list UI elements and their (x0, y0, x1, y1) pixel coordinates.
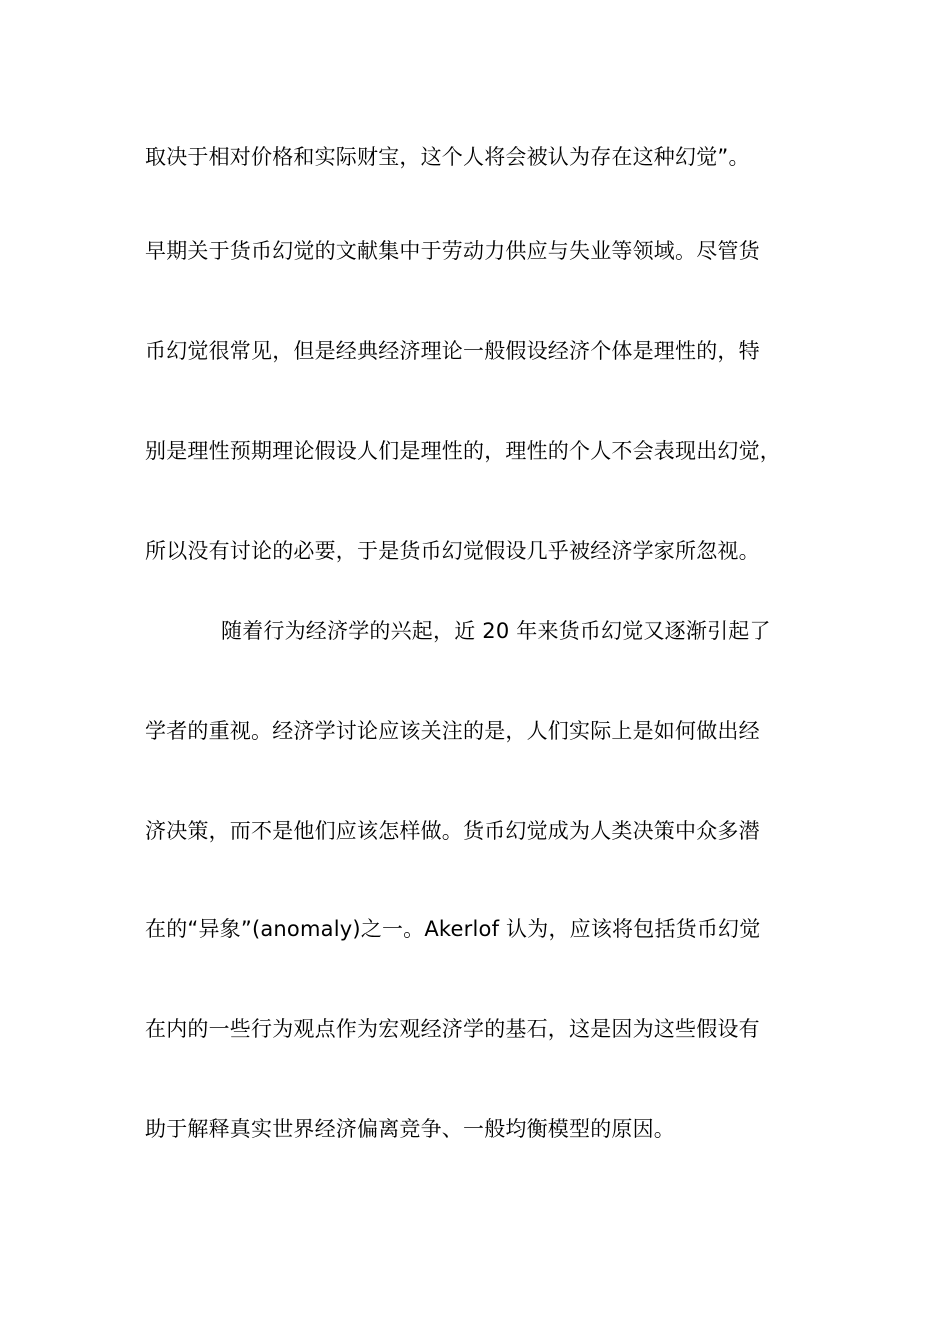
text-line: 助于解释真实世界经济偏离竞争、一般均衡模型的原因。 (145, 1117, 675, 1141)
text-line: 在的“异象”(anomaly)之一。Akerlof 认为，应该将包括货币幻觉 (145, 917, 761, 941)
text-line: 取决于相对价格和实际财宝，这个人将会被认为存在这种幻觉”。 (145, 145, 750, 169)
text-line: 学者的重视。经济学讨论应该关注的是，人们实际上是如何做出经 (145, 719, 760, 743)
text-line: 所以没有讨论的必要，于是货币幻觉假设几乎被经济学家所忽视。 (145, 539, 760, 563)
text-line: 币幻觉很常见，但是经典经济理论一般假设经济个体是理性的，特 (145, 339, 760, 363)
text-line: 别是理性预期理论假设人们是理性的，理性的个人不会表现出幻觉， (145, 439, 781, 463)
paragraph-first-line: 随着行为经济学的兴起，近 20 年来货币幻觉又逐渐引起了 (221, 619, 771, 643)
text-line: 在内的一些行为观点作为宏观经济学的基石，这是因为这些假设有 (145, 1017, 760, 1041)
text-line: 早期关于货币幻觉的文献集中于劳动力供应与失业等领域。尽管货 (145, 239, 760, 263)
text-line: 济决策，而不是他们应该怎样做。货币幻觉成为人类决策中众多潜 (145, 819, 760, 843)
